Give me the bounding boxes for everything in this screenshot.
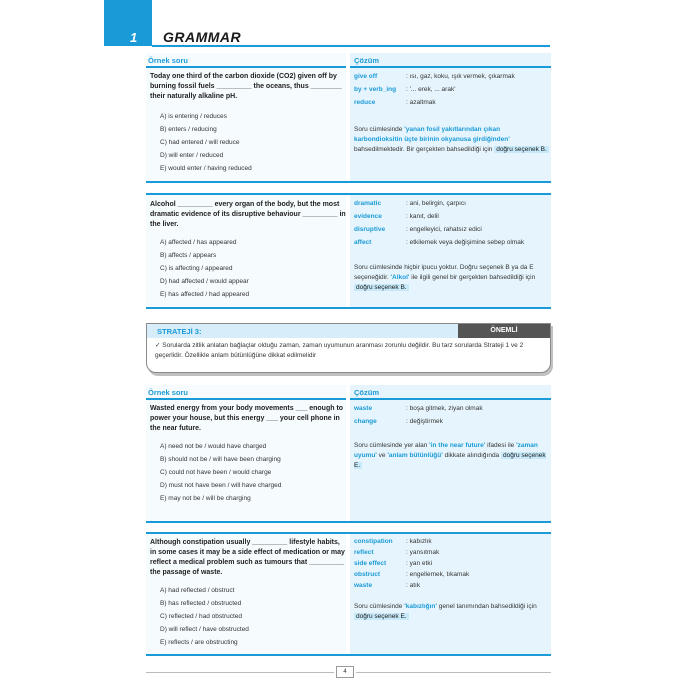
option-b: B) enters / reducing: [160, 126, 217, 133]
option-d: D) will enter / reduced: [160, 152, 224, 159]
option-b: B) affects / appears: [160, 252, 217, 259]
option-c: C) had entered / will reduce: [160, 139, 240, 146]
vocab-row: affect : etkilemek veya değişimine sebep olmak: [354, 239, 525, 246]
solution-text: Soru cümlesinde hiçbir ipucu yoktur. Doğru seçenek B ya da E seçeneğidir. 'Alkol' ile ilgili genel bir gerçekten bahsedildiği için doğru seçenek B.: [354, 264, 536, 291]
strategy-text: ✓ Sorularda zitlik anlatan bağlaçlar olduğu zaman, zaman uyumunun aranması zorunlu değildir. Bu tarz sorularda Strateji 1 ve 2 geçerlidir. Özellikle anlam bütünlüğüne dikkat edilmelidir: [155, 342, 524, 359]
vocab-row: waste : boşa gitmek, ziyan olmak: [354, 405, 483, 412]
option-c: C) could not have been / would charge: [160, 469, 272, 476]
vocab-row: by + verb_ing : '... erek, ... arak': [354, 86, 456, 93]
solution-text: Soru cümlesinde yer alan 'in the near future' ifadesi ile 'zaman uyumu' ve 'anlam bütünlüğü' dikkate alındığında doğru seçenek E.: [354, 442, 546, 469]
example-label: Örnek soru: [148, 56, 189, 65]
option-e: E) would enter / having reduced: [160, 165, 252, 172]
option-a: A) had reflected / obstruct: [160, 587, 235, 594]
question-text: Today one third of the carbon dioxide (CO2) given off by burning fossil fuels _________ the oceans, thus ________ their naturally alkaline pH.: [150, 73, 342, 100]
option-a: A) need not be / would have charged: [160, 443, 267, 450]
option-c: C) is affecting / appeared: [160, 265, 233, 272]
vocab-row: reflect : yansıtmak: [354, 549, 440, 556]
answer-highlight: doğru seçenek E.: [354, 452, 546, 469]
solution-label: Çözüm: [354, 56, 379, 65]
solution-text: Soru cümlesinde 'yanan fosil yakıtlarından çıkan karbondioksitin üçte birinin okyanusa girdiğinden' bahsedilmektedir. Bir gerçekten bahsedildiği için doğru seçenek B.: [354, 126, 547, 153]
answer-highlight: doğru seçenek B.: [496, 146, 547, 153]
answer-highlight: doğru seçenek B.: [356, 284, 407, 291]
option-e: E) may not be / will be charging: [160, 495, 251, 502]
option-a: A) is entering / reduces: [160, 113, 227, 120]
question-text: Wasted energy from your body movements ___ enough to power your house, but this energy ___ your cell phone in the near future.: [150, 405, 344, 432]
option-c: C) reflected / had obstructed: [160, 613, 243, 620]
vocab-row: reduce : azaltmak: [354, 99, 436, 106]
answer-highlight: doğru seçenek E.: [356, 613, 407, 620]
vocab-row: obstruct : engellemek, tıkamak: [354, 571, 470, 578]
example-label: Örnek soru: [148, 388, 189, 397]
important-tab: ÖNEMLİ: [458, 324, 550, 338]
question-block-1: [146, 53, 551, 183]
vocab-row: waste : atık: [354, 582, 421, 589]
option-e: E) has affected / had appeared: [160, 291, 250, 298]
vocab-row: constipation : kabızlık: [354, 538, 432, 545]
solution-text: Soru cümlesinde 'kabızlığın' genel tanımından bahsedildiği için doğru seçenek E.: [354, 603, 537, 620]
title-divider: [152, 45, 550, 47]
option-a: A) affected / has appeared: [160, 239, 237, 246]
option-d: D) will reflect / have obstructed: [160, 626, 249, 633]
option-b: B) should not be / will have been charging: [160, 456, 281, 463]
solution-label: Çözüm: [354, 388, 379, 397]
vocab-row: evidence : kanıt, delil: [354, 213, 439, 220]
chapter-number: 1: [130, 30, 138, 45]
question-text: Alcohol _________ every organ of the body, but the most dramatic evidence of its disruptive behaviour _________ in the liver.: [150, 201, 346, 228]
question-block-4: [146, 532, 551, 656]
vocab-row: change : değiştirmek: [354, 418, 443, 425]
option-e: E) reflects / are obstructing: [160, 639, 238, 646]
question-block-2: [146, 193, 551, 309]
strategy-title: STRATEJİ 3:: [157, 327, 202, 336]
page-number: 4: [336, 666, 354, 678]
option-b: B) has reflected / obstructed: [160, 600, 242, 607]
vocab-row: disruptive : engelleyici, rahatsız edici: [354, 226, 482, 233]
option-d: D) must not have been / will have charged: [160, 482, 282, 489]
question-text: Although constipation usually _________ lifestyle habits, in some cases it may be a side effect of medication or may reflect a medical problem such as tumours that _________ the passage of waste.: [150, 539, 345, 576]
option-d: D) had affected / would appear: [160, 278, 249, 285]
strategy-box: [146, 323, 551, 373]
chapter-tab: [104, 0, 152, 46]
vocab-row: side effect : yan etki: [354, 560, 433, 567]
vocab-row: give off : ısı, gaz, koku, ışık vermek, çıkarmak: [354, 73, 515, 80]
vocab-row: dramatic : ani, belirgin, çarpıcı: [354, 200, 466, 207]
page-title: GRAMMAR: [163, 29, 242, 45]
question-block-3: [146, 385, 551, 523]
